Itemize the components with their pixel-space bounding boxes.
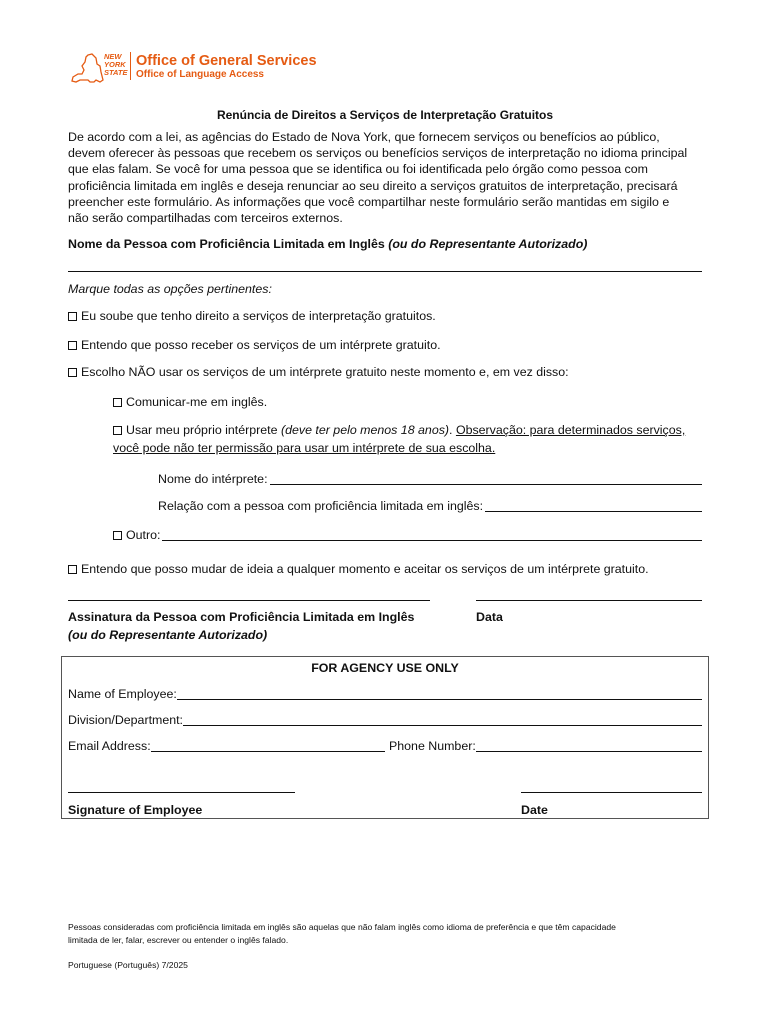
checkbox-understand[interactable] (68, 341, 77, 350)
checkbox-other[interactable] (113, 531, 122, 540)
state-logo-line3: STATE (104, 68, 128, 77)
division-field[interactable] (183, 724, 702, 726)
intro-line-6: não serão compartilhadas com terceiros externos. (68, 211, 343, 226)
agency-heading: FOR AGENCY USE ONLY (311, 661, 459, 675)
state-logo-line2: YORK (104, 60, 126, 69)
interpreter-name-row (158, 471, 702, 487)
relation-field[interactable] (485, 510, 702, 512)
own-interpreter-observation-line2: você pode não ter permissão para usar um intérprete de sua escolha. (113, 441, 496, 455)
footer-note-line2: limitada de ler, falar, escrever ou entender o inglês falado. (68, 935, 289, 945)
checkbox-entitled[interactable] (68, 312, 77, 321)
interpreter-name-label: Nome do intérprete: (158, 472, 268, 486)
option-entitled-label: Eu soube que tenho direito a serviços de interpretação gratuitos. (81, 309, 436, 323)
own-interpreter-observation: Observação: para determinados serviços, (455, 423, 686, 437)
office-name: Office of Language Access (136, 69, 264, 80)
employee-date-label: Date (521, 803, 548, 817)
own-interpreter-period: . (449, 423, 453, 437)
footer-note-line1: Pessoas consideradas com proficiência limitada em inglês são aquelas que não falam inglês como idioma de preferência e que têm capacidade (68, 922, 616, 932)
interpreter-name-field[interactable] (270, 483, 702, 485)
signature-line[interactable] (68, 600, 430, 601)
footer-note (68, 921, 616, 947)
instructions: Marque todas as opções pertinentes: (68, 282, 272, 296)
header (70, 50, 370, 90)
email-row (68, 738, 385, 754)
intro-line-5: preencher este formulário. As informações que você compartilhar neste formulário serão mantidas em sigilo e (68, 194, 670, 209)
name-field-line[interactable] (68, 271, 702, 272)
suboption-english (113, 394, 267, 410)
intro-line-4: proficiência limitada em inglês e deseja renunciar ao seu direito a serviços gratuitos de interpretação, precisará (68, 178, 678, 193)
relation-row (158, 498, 702, 514)
signature-date-line[interactable] (476, 600, 702, 601)
org-name: Office of General Services (136, 53, 317, 69)
intro-paragraph (68, 129, 708, 226)
checkbox-english[interactable] (113, 398, 122, 407)
phone-label: Phone Number: (389, 739, 476, 753)
checkbox-own-interpreter[interactable] (113, 426, 122, 435)
state-logo-line1: NEW (104, 52, 122, 61)
form-title: Renúncia de Direitos a Serviços de Interpretação Gratuitos (216, 108, 554, 122)
own-interpreter-label: Usar meu próprio intérprete (126, 423, 278, 437)
intro-line-1: De acordo com a lei, as agências do Estado de Nova York, que fornecem serviços ou benefícios ao público, (68, 130, 660, 144)
email-field[interactable] (151, 750, 385, 752)
option-decline-label: Escolho NÃO usar os serviços de um intérprete gratuito neste momento e, em vez disso: (81, 365, 569, 379)
option-decline (68, 364, 569, 380)
employee-name-label: Name of Employee: (68, 687, 177, 701)
name-label-main: Nome da Pessoa com Proficiência Limitada em Inglês (68, 237, 385, 251)
state-logo-text (104, 53, 127, 77)
employee-name-field[interactable] (177, 698, 702, 700)
option-understand-label: Entendo que posso receber os serviços de um intérprete gratuito. (81, 338, 441, 352)
email-label: Email Address: (68, 739, 151, 753)
suboption-english-label: Comunicar-me em inglês. (126, 395, 268, 409)
intro-line-3: que elas falam. Se você for uma pessoa que se identifica ou foi identificada pelo órgão como pessoa com (68, 162, 648, 177)
division-label: Division/Department: (68, 713, 184, 727)
signature-date-label: Data (476, 610, 503, 624)
form-version: Portuguese (Português) 7/2025 (68, 960, 188, 970)
signature-label (68, 609, 414, 643)
signature-label-line2: (ou do Representante Autorizado) (68, 628, 268, 642)
employee-signature-line[interactable] (68, 792, 295, 793)
name-label-suffix: (ou do Representante Autorizado) (388, 237, 588, 251)
phone-row (389, 738, 702, 754)
employee-name-row (68, 686, 702, 702)
employee-signature-label: Signature of Employee (68, 803, 203, 817)
phone-field[interactable] (476, 750, 702, 752)
employee-date-line[interactable] (521, 792, 702, 793)
new-york-state-map-icon (70, 52, 104, 86)
checkbox-change-mind[interactable] (68, 565, 77, 574)
suboption-own-interpreter (113, 422, 685, 438)
name-label (68, 236, 587, 252)
own-interpreter-age-note: (deve ter pelo menos 18 anos) (280, 423, 450, 437)
other-field[interactable] (162, 539, 702, 541)
option-change-mind-label: Entendo que posso mudar de ideia a qualquer momento e aceitar os serviços de um intérprete gratuito. (81, 562, 649, 576)
logo-divider (130, 52, 131, 80)
option-entitled (68, 308, 436, 324)
checkbox-decline[interactable] (68, 368, 77, 377)
signature-label-line1: Assinatura da Pessoa com Proficiência Limitada em Inglês (68, 610, 415, 624)
option-change-mind (68, 561, 649, 577)
option-understand (68, 337, 441, 353)
other-row (113, 527, 702, 543)
other-label: Outro: (126, 528, 161, 542)
division-row (68, 712, 702, 728)
relation-label: Relação com a pessoa com proficiência limitada em inglês: (158, 499, 484, 513)
intro-line-2: devem oferecer às pessoas que recebem os serviços ou benefícios serviços de interpretação no idioma principal (68, 146, 688, 161)
